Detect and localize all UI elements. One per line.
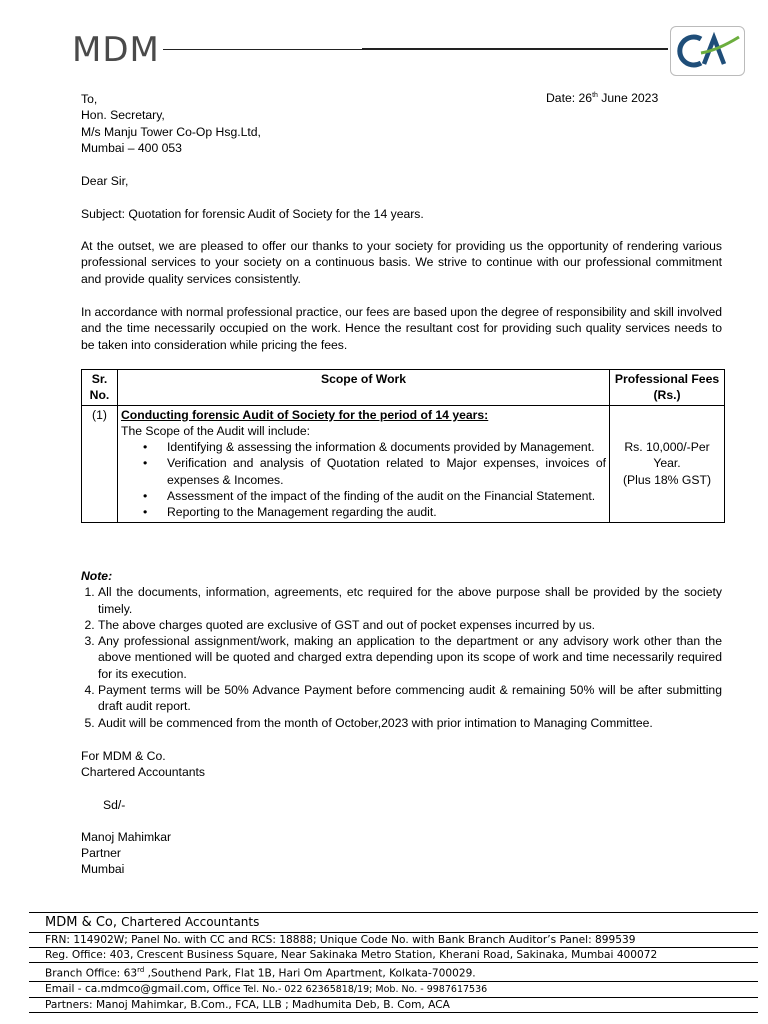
scope-heading: Conducting forensic Audit of Society for the period of 14 years: <box>121 407 489 422</box>
scope-table <box>81 369 725 523</box>
list-item: 2. The above charges quoted are exclusive of GST and out of pocket expenses incurred by us. <box>98 617 722 633</box>
list-item: • Verification and analysis of Quotation related to Major expenses, invoices of expenses & Incomes. <box>121 455 606 488</box>
header-sr-no: Sr. No. <box>82 370 118 406</box>
fee-gst-note: (Plus 18% GST) <box>622 472 712 487</box>
footer-phones: Office Tel. No.- 022 62365818/19; Mob. No. - 9987617536 <box>209 983 488 995</box>
footer-contact <box>29 981 758 997</box>
header-scope: Scope of Work <box>118 370 610 406</box>
signoff-block <box>81 748 722 878</box>
row-sr-no: (1) <box>82 405 118 522</box>
signoff-designation: Chartered Accountants <box>81 765 205 780</box>
notes-list <box>81 584 722 731</box>
row-fees <box>610 405 725 522</box>
subject-line: Subject: Quotation for forensic Audit of Society for the 14 years. <box>81 207 424 221</box>
mdm-logo: MDM <box>72 30 160 70</box>
notes-section <box>81 568 722 731</box>
paragraph-fees: In accordance with normal professional practice, our fees are based upon the degree of responsibility and skill involved and the time necessarily occupied on the work. Hence the resultant cost for providing such quality services needs to be taken into consideration while pricing the fees. <box>81 305 722 352</box>
letterhead-footer <box>29 912 758 1013</box>
list-item: 5. Audit will be commenced from the month of October,2023 with prior intimation to Managing Committee. <box>98 715 722 731</box>
address-line: Mumbai – 400 053 <box>81 140 182 155</box>
footer-reg-office: Reg. Office: 403, Crescent Business Square, Near Sakinaka Metro Station, Kherani Road, Sakinaka, Mumbai 400072 <box>29 947 758 962</box>
table-row <box>82 405 725 522</box>
scope-list <box>121 439 606 520</box>
footer-branch-office: Branch Office: 63rd ,Southend Park, Flat 1B, Hari Om Apartment, Kolkata-700029. <box>29 962 758 981</box>
footer-firm: MDM & Co, Chartered Accountants <box>29 912 758 932</box>
header-rule-thick <box>362 48 668 50</box>
list-item: 3. Any professional assignment/work, making an application to the department or any advisory work other than the above mentioned will be quoted and charged extra depending upon its scope of work and time necessarily required for its execution. <box>98 633 722 682</box>
footer-partners: Partners: Manoj Mahimkar, B.Com., FCA, LLB ; Madhumita Deb, B. Com, ACA <box>29 997 758 1013</box>
address-line: M/s Manju Tower Co-Op Hsg.Ltd, <box>81 124 261 139</box>
fee-amount: Rs. 10,000/-Per Year. <box>624 440 710 471</box>
letter-date: Date: 26th June 2023 <box>546 91 659 105</box>
to-line: To, <box>81 92 98 106</box>
salutation: Dear Sir, <box>81 174 129 188</box>
signatory-city: Mumbai <box>81 862 125 877</box>
list-item: • Assessment of the impact of the finding of the audit on the Financial Statement. <box>121 488 606 504</box>
signatory-name: Manoj Mahimkar <box>81 829 172 844</box>
footer-email: Email - ca.mdmco@gmail.com, <box>45 982 210 995</box>
signature: Sd/- <box>103 797 126 812</box>
ca-logo-text: CA <box>671 27 673 28</box>
signoff-firm: For MDM & Co. <box>81 749 166 763</box>
address-line: Hon. Secretary, <box>81 108 165 123</box>
header-fees: Professional Fees (Rs.) <box>610 370 725 406</box>
footer-frn: FRN: 114902W; Panel No. with CC and RCS: 18888; Unique Code No. with Bank Branch Auditor’s Panel: 899539 <box>29 932 758 947</box>
paragraph-intro: At the outset, we are pleased to offer our thanks to your society for providing us the opportunity of rendering various professional services to your society on a continuous basis. We strive to continue with our professional commitment and provide quality services consistently. <box>81 239 722 286</box>
ca-logo-icon <box>670 26 745 76</box>
list-item: 1. All the documents, information, agreements, etc required for the above purpose shall be provided by the society timely. <box>98 584 722 617</box>
table-header-row <box>82 370 725 406</box>
signatory-role: Partner <box>81 846 121 861</box>
row-scope <box>118 405 610 522</box>
list-item: • Reporting to the Management regarding the audit. <box>121 504 606 520</box>
list-item: 4. Payment terms will be 50% Advance Payment before commencing audit & remaining 50% will be after submitting draft audit report. <box>98 682 722 715</box>
list-item: • Identifying & assessing the information & documents provided by Management. <box>121 439 606 455</box>
scope-intro: The Scope of the Audit will include: <box>121 423 311 438</box>
notes-title: Note: <box>81 569 113 583</box>
